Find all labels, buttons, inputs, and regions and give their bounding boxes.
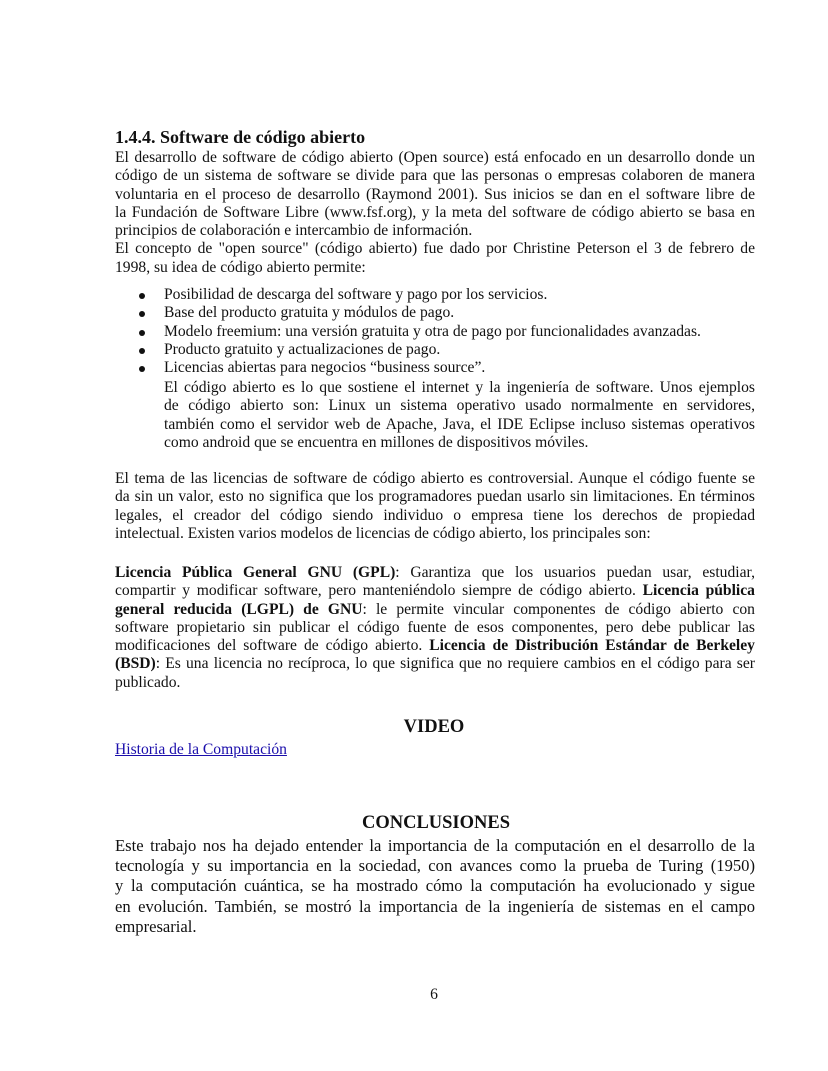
text-line [115, 619, 755, 637]
text-segment: da sin un valor, esto no significa que los programadores puedan usarlo sin limitaciones. En términos [115, 488, 755, 506]
section-heading: 1.4.4. Software de código abierto [115, 127, 366, 147]
list-item-text: Base del producto gratuita y módulos de pago. [164, 304, 455, 322]
text-line [115, 240, 755, 258]
bullet-icon [139, 348, 145, 354]
bold-text: general reducida (LGPL) de GNU [115, 600, 363, 618]
text-segment: Este trabajo nos ha dejado entender la importancia de la computación en el desarrollo de la [115, 836, 755, 855]
text-segment: tecnología y su importancia en la sociedad, con avances como la prueba de Turing (1950) [115, 856, 755, 876]
list-item [164, 359, 755, 377]
text-line [164, 416, 755, 434]
licenses-paragraph [115, 564, 755, 692]
text-line [115, 856, 755, 876]
text-line [115, 876, 755, 896]
list-item [164, 323, 755, 341]
bold-text: (BSD) [115, 655, 156, 673]
text-line [115, 204, 755, 222]
text-segment: : le permite vincular componentes de código abierto con [362, 600, 755, 618]
text-line [115, 917, 755, 937]
text-line [115, 525, 755, 543]
conclusions-paragraph [115, 836, 755, 937]
bullet-icon [139, 311, 145, 317]
text-segment: El código abierto es lo que sostiene el internet y la ingeniería de software. Unos ejemplos [164, 379, 755, 396]
text-segment: : Garantiza que los usuarios puedan usar, estudiar, [395, 564, 755, 581]
bullet-list [164, 286, 755, 377]
text-segment: compartir y modificar software, pero manteniéndolo siempre de código abierto. [115, 582, 643, 600]
text-line [115, 897, 755, 917]
list-item-text: Posibilidad de descarga del software y pago por los servicios. [164, 286, 548, 303]
text-line [115, 186, 755, 204]
text-segment: en evolución. También, se mostró la importancia de la ingeniería de sistemas en el campo [115, 896, 755, 916]
conclusions-heading: CONCLUSIONES [361, 813, 511, 833]
text-segment: código de un sistema de software se divide para que las personas o empresas colaboren de manera [115, 167, 755, 185]
text-segment: principios de colaboración e intercambio de información. [115, 222, 473, 240]
text-segment: como android que se encuentra en millones de dispositivos móviles. [164, 433, 589, 451]
text-segment: y la computación cuántica, se ha mostrado cómo la computación ha evolucionado y sigue [115, 876, 755, 896]
text-line [164, 397, 755, 415]
text-segment: : Es una licencia no recíproca, lo que significa que no requiere cambios en el código para ser [155, 655, 755, 673]
video-heading: VIDEO [403, 717, 465, 737]
intro-paragraph [115, 149, 755, 277]
list-item [164, 286, 755, 304]
text-segment: publicado. [115, 673, 181, 691]
text-segment: la Fundación de Software Libre (www.fsf.org), y la meta del software de código abierto se basa en [115, 203, 755, 221]
text-segment: legales, el creador del código siendo individuo o empresa tiene los derechos de propiedad [115, 506, 755, 524]
text-line [115, 836, 755, 856]
list-item-text: Modelo freemium: una versión gratuita y otra de pago por funcionalidades avanzadas. [164, 322, 701, 340]
text-line [115, 507, 755, 525]
text-segment: voluntaria en el proceso de desarrollo (Raymond 2001). Sus inicios se dan en el software libre de [115, 185, 755, 203]
list-item [164, 304, 755, 322]
text-segment: empresarial. [115, 916, 197, 936]
text-segment: modificaciones del software de código abierto. [115, 637, 430, 655]
text-line [115, 564, 755, 582]
bullet-icon [139, 293, 145, 299]
text-line [115, 222, 755, 240]
text-line [115, 259, 755, 277]
text-segment: El concepto de "open source" (código abierto) fue dado por Christine Peterson el 3 de febrero de [115, 240, 755, 258]
text-line [115, 582, 755, 600]
text-line [164, 434, 755, 452]
bold-text: Licencia Pública General GNU (GPL) [115, 564, 396, 581]
text-line [115, 488, 755, 506]
video-link[interactable]: Historia de la Computación [115, 741, 287, 758]
page-number: 6 [430, 986, 438, 1003]
text-line [164, 379, 755, 397]
text-line [115, 149, 755, 167]
bold-text: Licencia pública [642, 582, 755, 600]
text-line [115, 601, 755, 619]
list-item-text: Producto gratuito y actualizaciones de pago. [164, 340, 441, 358]
text-segment: de código abierto son: Linux un sistema operativo usado normalmente en servidores, [164, 397, 755, 415]
text-line [115, 655, 755, 673]
text-segment: El tema de las licencias de software de código abierto es controversial. Aunque el código fuente se [115, 470, 755, 487]
bullet-continuation-paragraph [164, 379, 755, 452]
bold-text: Licencia de Distribución Estándar de Berkeley [429, 637, 755, 655]
text-segment: software propietario sin publicar el código fuente de esos componentes, pero debe publicar las [115, 618, 755, 636]
bullet-icon [139, 330, 145, 336]
bullet-icon [139, 366, 145, 372]
licenses-intro-paragraph [115, 470, 755, 543]
list-item-text: Licencias abiertas para negocios “business source”. [164, 359, 486, 377]
text-line [115, 637, 755, 655]
text-line [115, 167, 755, 185]
text-line [115, 470, 755, 488]
text-segment: El desarrollo de software de código abierto (Open source) está enfocado en un desarrollo donde un [115, 149, 755, 166]
text-segment: 1998, su idea de código abierto permite: [115, 258, 366, 276]
list-item [164, 341, 755, 359]
text-line [115, 674, 755, 692]
text-segment: también como el servidor web de Apache, Java, el IDE Eclipse incluso sistemas operativos [164, 415, 755, 433]
text-segment: intelectual. Existen varios modelos de licencias de código abierto, los principales son: [115, 524, 651, 542]
